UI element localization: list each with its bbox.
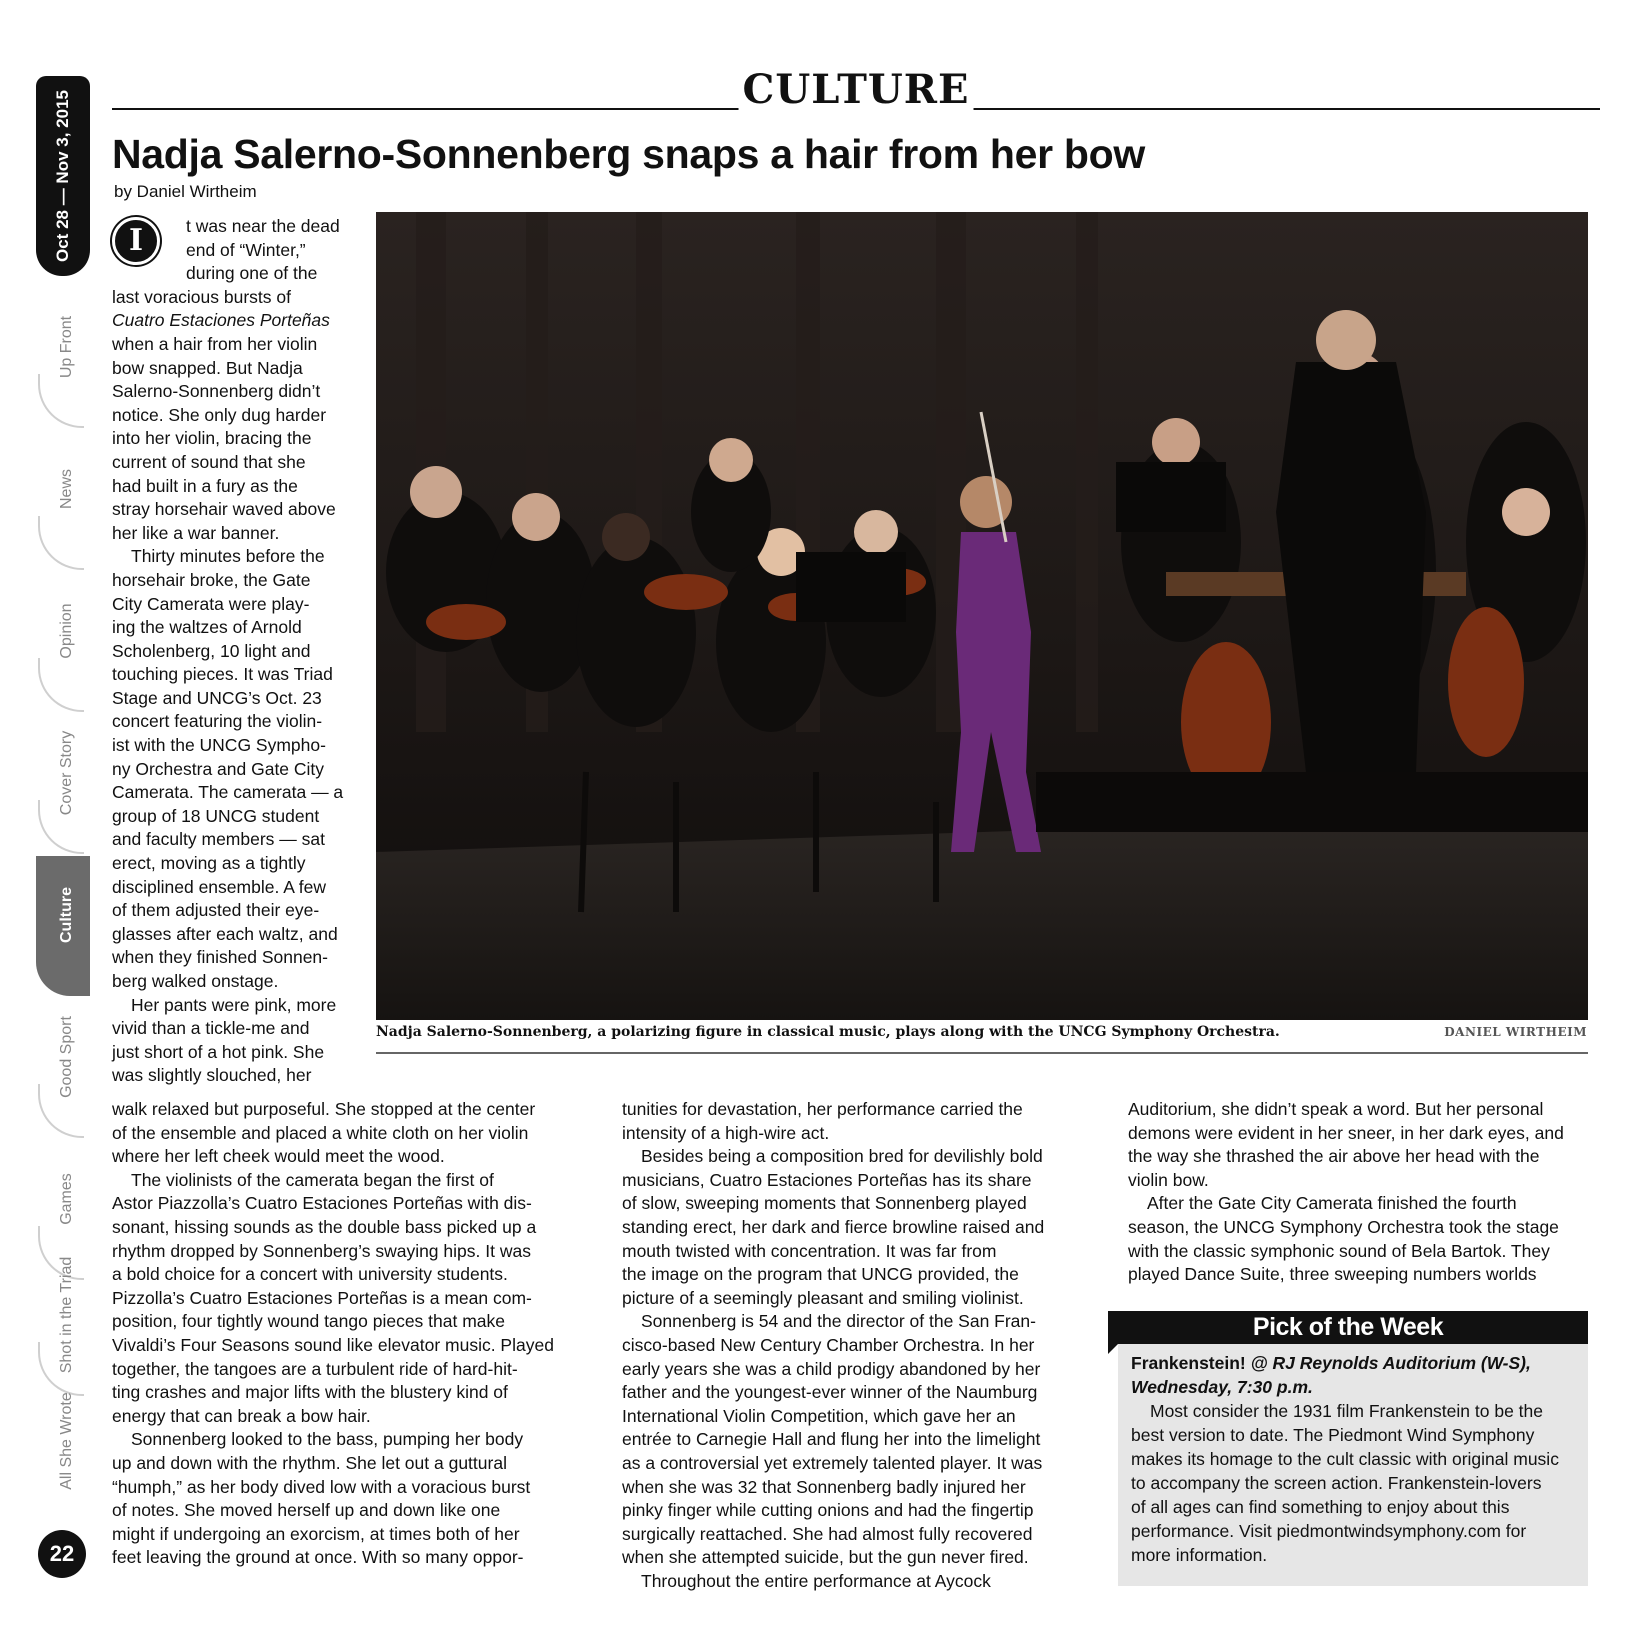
section-title: CULTURE xyxy=(739,70,974,110)
text-line: Most consider the 1931 film Frankenstein to be the xyxy=(1150,1401,1543,1421)
text-line: Scholenberg, 10 light and xyxy=(112,640,311,661)
text-line: Stage and UNCG’s Oct. 23 xyxy=(112,687,322,708)
text-line: with the classic symphonic sound of Bela Bartok. They xyxy=(1128,1240,1550,1261)
text-line: ing the waltzes of Arnold xyxy=(112,617,302,638)
text-line: sonant, hissing sounds as the double bass picked up a xyxy=(112,1216,537,1237)
text-line: best version to date. The Piedmont Wind Symphony xyxy=(1131,1425,1535,1445)
section-sidebar xyxy=(36,76,90,1596)
text-line: up and down with the rhythm. She let out a guttural xyxy=(112,1452,507,1473)
text-line: rhythm dropped by Sonnenberg’s swaying hips. It was xyxy=(112,1240,531,1261)
text-line: current of sound that she xyxy=(112,451,306,472)
text-line: was slightly slouched, her xyxy=(112,1065,312,1086)
text-line: performance. Visit piedmontwindsymphony.com for xyxy=(1131,1521,1527,1541)
sidebar-item-label: Opinion xyxy=(58,603,75,659)
text-line: a bold choice for a concert with university students. xyxy=(112,1264,508,1285)
text-line: bow snapped. But Nadja xyxy=(112,357,303,378)
text-line: and faculty members — sat xyxy=(112,829,325,850)
text-line: glasses after each waltz, and xyxy=(112,923,338,944)
text-line: the way she thrashed the air above her head with the xyxy=(1128,1146,1540,1167)
text-line: musicians, Cuatro Estaciones Porteñas has its share xyxy=(622,1169,1032,1190)
text-line: t was near the dead xyxy=(186,216,340,236)
text-line: Cuatro Estaciones Porteñas xyxy=(112,310,330,331)
text-line: position, four tightly wound tango pieces that make xyxy=(112,1311,506,1332)
text-line: intensity of a high-wire act. xyxy=(622,1122,830,1143)
text-line: had built in a fury as the xyxy=(112,475,298,496)
text-line: Sonnenberg looked to the bass, pumping her body xyxy=(131,1429,524,1450)
orchestra-photo-illustration xyxy=(376,212,1588,1020)
pick-venue: @ RJ Reynolds Auditorium (W-S), xyxy=(1245,1353,1531,1373)
text-line: of the ensemble and placed a white cloth on her violin xyxy=(112,1122,529,1143)
sidebar-item-label: News xyxy=(58,468,75,509)
text-line: as a controversial yet extremely talented player. It was xyxy=(622,1452,1043,1473)
sidebar-item-label: Shot in the Triad xyxy=(58,1256,75,1374)
section-header xyxy=(112,64,1600,114)
text-line: group of 18 UNCG student xyxy=(112,805,320,826)
text-line: into her violin, bracing the xyxy=(112,428,312,449)
text-line: stray horsehair waved above xyxy=(112,499,336,520)
sidebar-item-shot-in-the-triad[interactable] xyxy=(36,1256,90,1396)
sidebar-item-label: Games xyxy=(58,1173,75,1225)
text-line: Vivaldi’s Four Seasons sound like elevator music. Played xyxy=(112,1334,554,1355)
text-line: horsehair broke, the Gate xyxy=(112,569,311,590)
text-line: during one of the xyxy=(186,263,318,284)
text-line: mouth twisted with concentration. It was far from xyxy=(622,1240,997,1261)
text-line: “humph,” as her body dived low with a voracious burst xyxy=(112,1476,531,1497)
sidebar-item-up-front[interactable] xyxy=(36,288,90,428)
text-line: where her left cheek would meet the wood. xyxy=(112,1146,445,1167)
pick-of-week-title: Pick of the Week xyxy=(1108,1311,1588,1344)
text-line: International Violin Competition, which gave her an xyxy=(622,1405,1016,1426)
sidebar-item-label: Cover Story xyxy=(58,730,75,816)
text-line: Besides being a composition bred for devilishly bold xyxy=(641,1146,1043,1167)
sidebar-item-label: Up Front xyxy=(58,315,75,378)
text-line: season, the UNCG Symphony Orchestra took the stage xyxy=(1128,1216,1559,1237)
caption-rule xyxy=(376,1052,1588,1054)
text-line: Salerno-Sonnenberg didn’t xyxy=(112,381,321,402)
sidebar-item-label: Culture xyxy=(58,886,75,943)
article-column-2 xyxy=(622,1098,1082,1593)
text-line: of notes. She moved herself up and down like one xyxy=(112,1500,501,1521)
page-number: 22 xyxy=(38,1530,86,1578)
text-line: surgically reattached. She had almost fully recovered xyxy=(622,1523,1033,1544)
sidebar-item-news[interactable] xyxy=(36,430,90,570)
sidebar-item-good-sport[interactable] xyxy=(36,998,90,1138)
text-line: together, the tangoes are a turbulent ride of hard-hit- xyxy=(112,1358,518,1379)
text-line: the image on the program that UNCG provided, the xyxy=(622,1264,1019,1285)
text-line: notice. She only dug harder xyxy=(112,404,327,425)
text-line: pinky finger while cutting onions and had the fingertip xyxy=(622,1500,1034,1521)
text-line: early years she was a child prodigy abandoned by her xyxy=(622,1358,1041,1379)
text-line: Pizzolla’s Cuatro Estaciones Porteñas is a mean com- xyxy=(112,1287,532,1308)
text-line: demons were evident in her sneer, in her dark eyes, and xyxy=(1128,1122,1564,1143)
sidebar-item-label: Good Sport xyxy=(58,1015,75,1098)
sidebar-item-culture[interactable] xyxy=(36,856,90,996)
issue-date-tab xyxy=(36,76,90,276)
text-line: Camerata. The camerata — a xyxy=(112,782,344,803)
article-column-1 xyxy=(112,215,362,1088)
pick-of-week-tab-corner xyxy=(1108,1344,1118,1354)
sidebar-item-cover-story[interactable] xyxy=(36,714,90,854)
text-line: City Camerata were play- xyxy=(112,593,310,614)
text-line: last voracious bursts of xyxy=(112,286,291,307)
text-line: standing erect, her dark and fierce browline raised and xyxy=(622,1216,1045,1237)
text-line: when she was 32 that Sonnenberg badly injured her xyxy=(622,1476,1026,1497)
text-line: to accompany the screen action. Frankenstein-lovers xyxy=(1131,1473,1542,1493)
text-line: end of “Winter,” xyxy=(186,239,306,260)
text-line: entrée to Carnegie Hall and flung her into the limelight xyxy=(622,1429,1041,1450)
text-line: Sonnenberg is 54 and the director of the San Fran- xyxy=(641,1311,1036,1332)
text-line: walk relaxed but purposeful. She stopped at the center xyxy=(112,1099,536,1119)
text-line: touching pieces. It was Triad xyxy=(112,664,333,685)
pick-of-week-text xyxy=(1131,1351,1559,1567)
text-line: ting crashes and major lifts with the blustery kind of xyxy=(112,1382,508,1403)
text-line: more information. xyxy=(1131,1545,1268,1565)
text-line: Her pants were pink, more xyxy=(131,994,337,1015)
text-line: ist with the UNCG Sympho- xyxy=(112,735,326,756)
sidebar-item-label: All She Wrote xyxy=(58,1392,75,1490)
drop-cap: I xyxy=(112,217,160,265)
text-line: vivid than a tickle-me and xyxy=(112,1018,310,1039)
text-line: erect, moving as a tightly xyxy=(112,853,306,874)
text-line: Auditorium, she didn’t speak a word. But her personal xyxy=(1128,1099,1544,1119)
text-line: her like a war banner. xyxy=(112,522,280,543)
text-line: when a hair from her violin xyxy=(112,333,318,354)
photo-credit: DANIEL WIRTHEIM xyxy=(1444,1025,1587,1039)
text-line: energy that can break a bow hair. xyxy=(112,1405,371,1426)
sidebar-item-opinion[interactable] xyxy=(36,572,90,712)
article-headline: Nadja Salerno-Sonnenberg snaps a hair from her bow xyxy=(112,131,1145,177)
text-line: when she attempted suicide, but the gun never fired. xyxy=(622,1547,1029,1568)
text-line: picture of a seemingly pleasant and smiling violinist. xyxy=(622,1287,1024,1308)
pick-event-title: Frankenstein! xyxy=(1131,1353,1246,1373)
text-line: cisco-based New Century Chamber Orchestra. In her xyxy=(622,1334,1035,1355)
text-line: makes its homage to the cult classic with original music xyxy=(1131,1449,1559,1469)
sidebar-item-all-she-wrote[interactable] xyxy=(36,1388,90,1514)
article-byline: by Daniel Wirtheim xyxy=(114,182,257,201)
text-line: concert featuring the violin- xyxy=(112,711,323,732)
text-line: Throughout the entire performance at Aycock xyxy=(641,1570,991,1591)
text-line: of slow, sweeping moments that Sonnenberg played xyxy=(622,1193,1027,1214)
issue-date: Oct 28 — Nov 3, 2015 xyxy=(53,90,72,262)
text-line: After the Gate City Camerata finished the fourth xyxy=(1147,1193,1517,1214)
article-column-1-lower xyxy=(112,1098,582,1570)
text-line: ny Orchestra and Gate City xyxy=(112,758,325,779)
text-line: of all ages can find something to enjoy about this xyxy=(1131,1497,1510,1517)
text-line: Thirty minutes before the xyxy=(131,546,325,567)
text-line: berg walked onstage. xyxy=(112,971,279,991)
text-line: tunities for devastation, her performance carried the xyxy=(622,1099,1023,1119)
text-line: feet leaving the ground at once. With so many oppor- xyxy=(112,1547,524,1568)
text-line: father and the youngest-ever winner of the Naumburg xyxy=(622,1382,1038,1403)
photo-caption: Nadja Salerno-Sonnenberg, a polarizing figure in classical music, plays along with the UNCG Symphony Orchestra. xyxy=(376,1024,1280,1040)
text-line: Astor Piazzolla’s Cuatro Estaciones Porteñas with dis- xyxy=(112,1193,532,1214)
text-line: of them adjusted their eye- xyxy=(112,900,320,921)
orchestra-photo xyxy=(376,212,1588,1020)
article-column-3 xyxy=(1128,1098,1588,1287)
text-line: violin bow. xyxy=(1128,1169,1209,1190)
text-line: played Dance Suite, three sweeping numbers worlds xyxy=(1128,1264,1537,1285)
text-line: when they finished Sonnen- xyxy=(112,947,328,968)
pick-time: Wednesday, 7:30 p.m. xyxy=(1131,1377,1313,1397)
text-line: disciplined ensemble. A few xyxy=(112,876,327,897)
text-line: just short of a hot pink. She xyxy=(112,1041,325,1062)
text-line: might if undergoing an exorcism, at times both of her xyxy=(112,1523,520,1544)
text-line: The violinists of the camerata began the first of xyxy=(131,1169,494,1190)
